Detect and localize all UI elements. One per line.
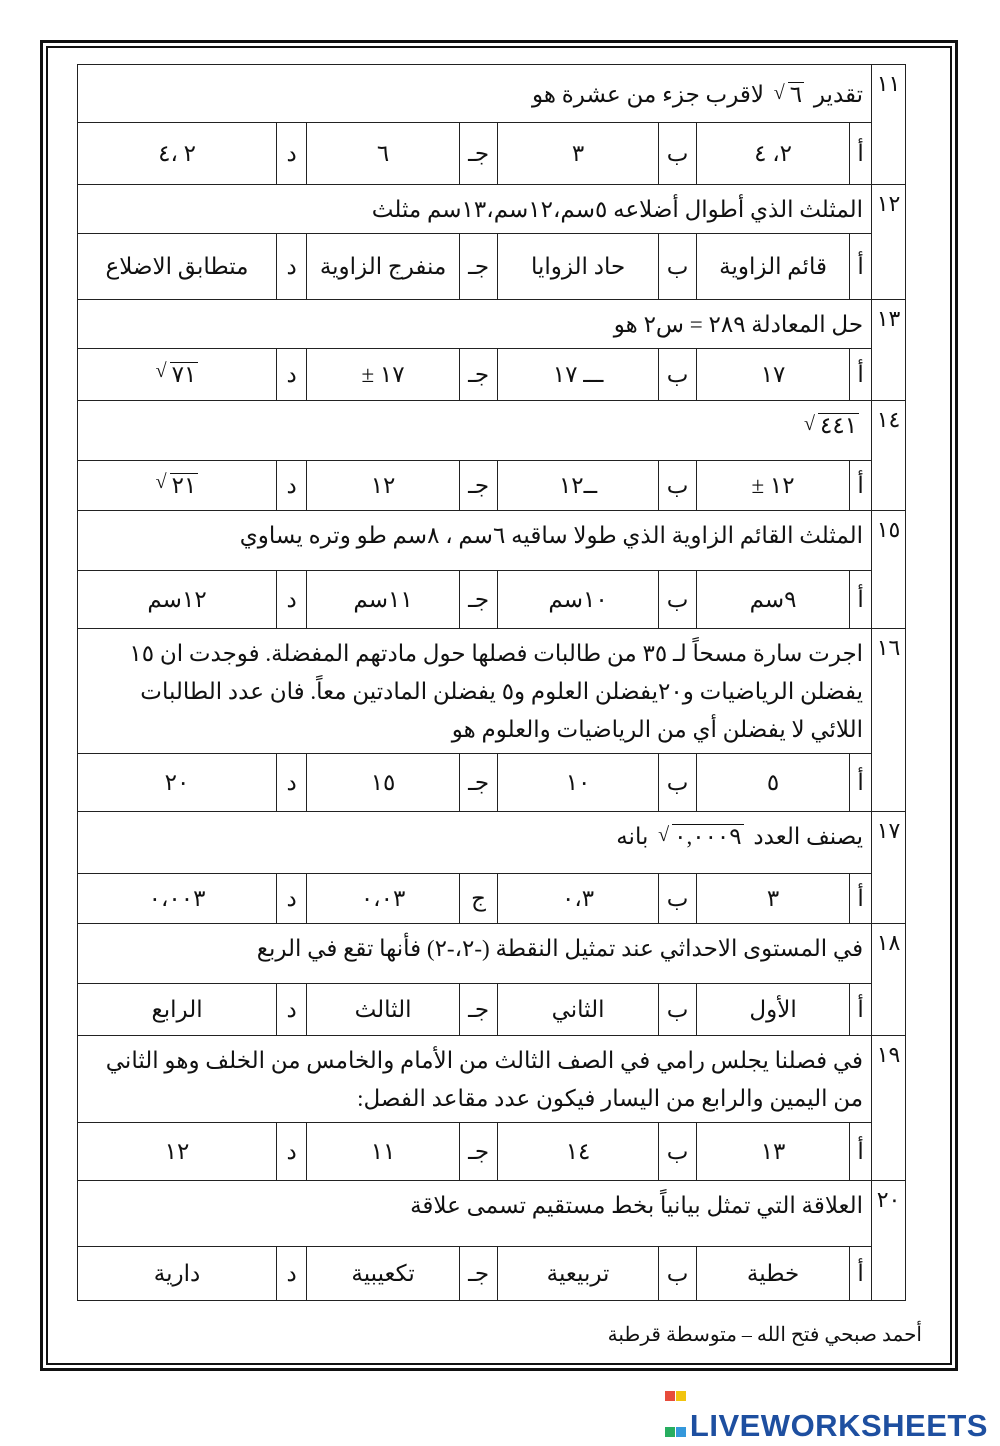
option-d[interactable]: ١٢سم [78, 571, 277, 629]
option-d[interactable]: الرابع [78, 984, 277, 1036]
option-letter-a: أ [850, 234, 872, 300]
option-b[interactable]: تربيعية [498, 1247, 659, 1301]
option-letter-d: د [277, 984, 307, 1036]
option-c[interactable]: ١٥ [307, 754, 460, 812]
option-d[interactable]: ٠،٠٠٣ [78, 874, 277, 924]
option-letter-b: ب [659, 123, 697, 185]
option-c[interactable]: ٦ [307, 123, 460, 185]
option-a[interactable]: ١٢ ± [697, 461, 850, 511]
question-stem: تقدير √ ٦ لاقرب جزء من عشرة هو [78, 65, 872, 123]
option-letter-d: د [277, 349, 307, 401]
option-d[interactable]: ١٢ [78, 1123, 277, 1181]
option-letter-b: ب [659, 349, 697, 401]
option-letter-a: أ [850, 571, 872, 629]
option-letter-b: ب [659, 571, 697, 629]
question-number: ١٧ [872, 812, 906, 924]
option-a[interactable]: ١٣ [697, 1123, 850, 1181]
option-b[interactable]: ١٠ [498, 754, 659, 812]
question-number: ١١ [872, 65, 906, 185]
option-c[interactable]: منفرج الزاوية [307, 234, 460, 300]
option-a[interactable]: ٢، ٤ [697, 123, 850, 185]
question-number: ٢٠ [872, 1181, 906, 1301]
question-stem: في المستوى الاحداثي عند تمثيل النقطة (-٢،-٢) فأنها تقع في الربع [78, 924, 872, 984]
option-letter-d: د [277, 234, 307, 300]
option-letter-a: أ [850, 754, 872, 812]
option-c[interactable]: تكعيبية [307, 1247, 460, 1301]
option-letter-b: ب [659, 461, 697, 511]
option-a[interactable]: ١٧ [697, 349, 850, 401]
option-letter-a: أ [850, 349, 872, 401]
option-letter-c: جـ [460, 984, 498, 1036]
option-letter-a: أ [850, 984, 872, 1036]
question-number: ١٦ [872, 629, 906, 812]
square-root-symbol: √ ٢١ [155, 470, 197, 498]
square-root-symbol: √ ٧١ [155, 359, 197, 387]
question-stem: المثلث الذي أطوال أضلاعه ٥سم،١٢سم،١٣سم مثلث [78, 185, 872, 234]
option-letter-a: أ [850, 461, 872, 511]
option-letter-b: ب [659, 754, 697, 812]
option-letter-a: أ [850, 123, 872, 185]
option-letter-c: جـ [460, 754, 498, 812]
option-letter-c: جـ [460, 1123, 498, 1181]
option-b[interactable]: ـــ ١٧ [498, 349, 659, 401]
option-d[interactable]: ٢٠ [78, 754, 277, 812]
option-c[interactable]: ٠،٠٣ [307, 874, 460, 924]
option-b[interactable]: ١٤ [498, 1123, 659, 1181]
option-c[interactable]: ١٢ [307, 461, 460, 511]
square-root-symbol: √ ٠,٠٠٠٩ [658, 824, 742, 849]
option-b[interactable]: ٠،٣ [498, 874, 659, 924]
option-letter-c: ج [460, 874, 498, 924]
option-d[interactable]: متطابق الاضلاع [78, 234, 277, 300]
option-c[interactable]: ١١ [307, 1123, 460, 1181]
liveworksheets-logo-icon [665, 1374, 687, 1396]
author-footer: أحمد صبحي فتح الله – متوسطة قرطبة [607, 1324, 922, 1346]
option-d[interactable]: دارية [78, 1247, 277, 1301]
option-letter-c: جـ [460, 349, 498, 401]
option-letter-c: جـ [460, 234, 498, 300]
question-number: ١٤ [872, 401, 906, 511]
option-letter-b: ب [659, 984, 697, 1036]
option-letter-c: جـ [460, 123, 498, 185]
option-a[interactable]: خطية [697, 1247, 850, 1301]
quiz-table [77, 64, 906, 1301]
option-letter-b: ب [659, 1247, 697, 1301]
option-letter-a: أ [850, 874, 872, 924]
option-a[interactable]: الأول [697, 984, 850, 1036]
option-d[interactable]: ٢ ،٤ [78, 123, 277, 185]
option-letter-d: د [277, 1247, 307, 1301]
question-number: ١٣ [872, 300, 906, 401]
option-letter-b: ب [659, 234, 697, 300]
option-d[interactable] [78, 349, 277, 401]
option-a[interactable]: ٣ [697, 874, 850, 924]
option-a[interactable]: ٥ [697, 754, 850, 812]
question-stem [78, 401, 872, 461]
option-letter-a: أ [850, 1247, 872, 1301]
option-letter-d: د [277, 1123, 307, 1181]
question-number: ١٨ [872, 924, 906, 1036]
option-letter-c: جـ [460, 1247, 498, 1301]
question-stem: حل المعادلة ٢٨٩ = س٢ هو [78, 300, 872, 349]
option-letter-d: د [277, 461, 307, 511]
option-a[interactable]: قائم الزاوية [697, 234, 850, 300]
question-number: ١٩ [872, 1036, 906, 1181]
option-letter-d: د [277, 874, 307, 924]
option-letter-d: د [277, 571, 307, 629]
option-d[interactable] [78, 461, 277, 511]
option-letter-d: د [277, 754, 307, 812]
question-number: ١٥ [872, 511, 906, 629]
option-c[interactable]: الثالث [307, 984, 460, 1036]
question-number: ١٢ [872, 185, 906, 300]
option-b[interactable]: حاد الزوايا [498, 234, 659, 300]
option-b[interactable]: ــ١٢ [498, 461, 659, 511]
option-c[interactable]: ١١سم [307, 571, 460, 629]
liveworksheets-brand[interactable]: LIVEWORKSHEETS [665, 1374, 988, 1444]
option-letter-b: ب [659, 874, 697, 924]
option-b[interactable]: ١٠سم [498, 571, 659, 629]
question-stem: في فصلنا يجلس رامي في الصف الثالث من الأمام والخامس من الخلف وهو الثاني من اليمين والرابع من اليسار فيكون عدد مقاعد الفصل: [78, 1036, 872, 1123]
question-stem: يصنف العدد √ ٠,٠٠٠٩ بانه [78, 812, 872, 874]
question-stem: العلاقة التي تمثل بيانياً بخط مستقيم تسمى علاقة [78, 1181, 872, 1247]
option-letter-c: جـ [460, 461, 498, 511]
option-letter-c: جـ [460, 571, 498, 629]
option-letter-a: أ [850, 1123, 872, 1181]
option-c[interactable]: ١٧ ± [307, 349, 460, 401]
option-a[interactable]: ٩سم [697, 571, 850, 629]
option-b[interactable]: الثاني [498, 984, 659, 1036]
square-root-symbol: √ ٤٤١ [804, 413, 858, 438]
option-b[interactable]: ٣ [498, 123, 659, 185]
question-stem: اجرت سارة مسحاً لـ ٣٥ من طالبات فصلها حول مادتهم المفضلة. فوجدت ان ١٥ يفضلن الرياضيات و٢٠يفضلن العلوم و٥ يفضلن المادتين معاً. فان عدد الطالبات اللائي لا يفضلن أي من الرياضيات والعلوم هو [78, 629, 872, 754]
option-letter-b: ب [659, 1123, 697, 1181]
option-letter-d: د [277, 123, 307, 185]
square-root-symbol: √ ٦ [773, 81, 803, 107]
question-stem: المثلث القائم الزاوية الذي طولا ساقيه ٦سم ، ٨سم طو وتره يساوي [78, 511, 872, 571]
